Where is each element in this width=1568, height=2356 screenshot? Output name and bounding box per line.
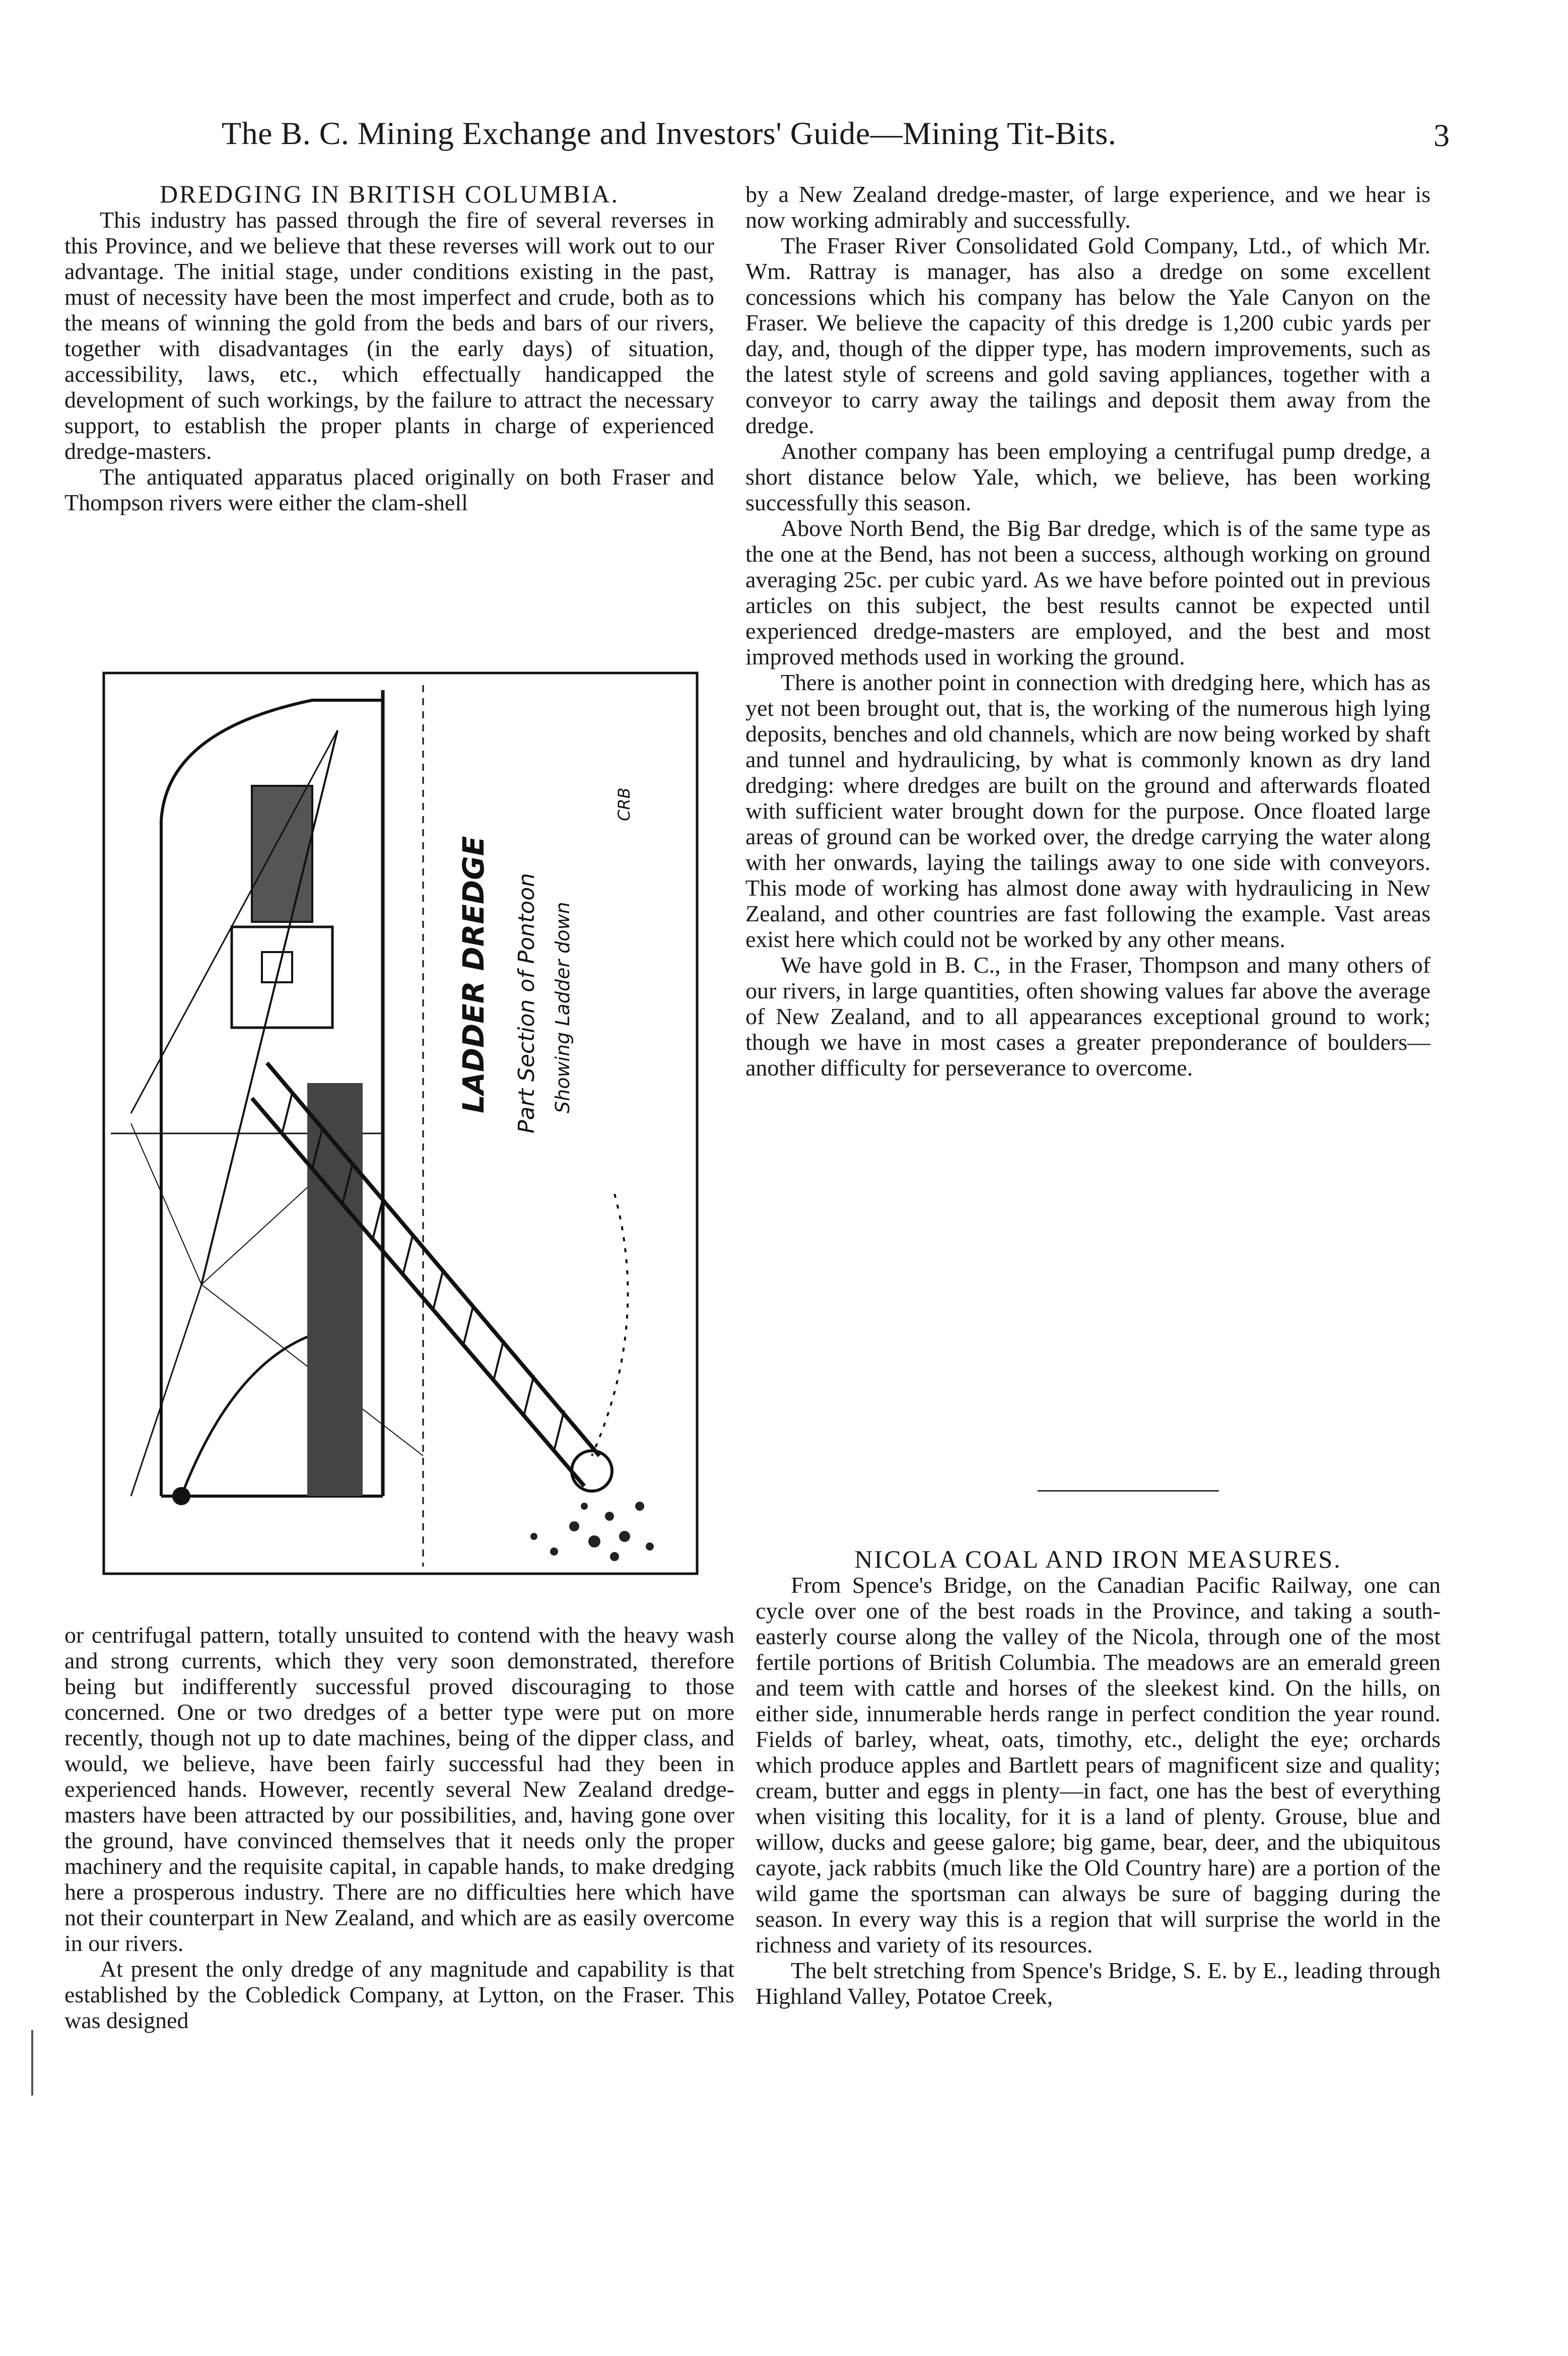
riverbed-gravel xyxy=(530,1502,654,1561)
paragraph: This industry has passed through the fire of several reverses in this Province, and we believe that these reverses will work out to our advantage. The initial stage, under conditions existing in the past, must of necessity have been the most imperfect and crude, both as to the means of winning the gold from the beds and bars of our rivers, together with disadvantages (in the early days) of situation, accessibility, laws, etc., which effectually handicapped the development of such workings, by the failure to attract the necessary support, to establish the proper plants in charge of experienced dredge-masters. xyxy=(64,207,714,464)
funnel xyxy=(252,786,312,922)
paragraph: There is another point in connection with dredging here, which has as yet not been brought out, that is, the working of the numerous high lying deposits, benches and old channels, which are now being worked by shaft and tunnel and hydraulicing, by what is commonly known as dry land dredging: where dredges are built on the ground and afterwards floated with sufficient water brought down for the purpose. Once floated large areas of ground can be worked over, the dredge carrying the water along with her onwards, laying the tailings away to one side with conveyors. This mode of working has almost done away with hydraulicing in New Zealand, and other countries are fast following the example. Vast areas exist here which could not be worked by any other means. xyxy=(745,669,1430,952)
margin-mark xyxy=(31,2030,33,2096)
paragraph: From Spence's Bridge, on the Canadian Pacific Railway, one can cycle over one of the best roads in the Province, and taking a south-easterly course along the valley of the Nicola, through one of the most fertile portions of British Columbia. The meadows are an emerald green and teem with cattle and horses of the sleekest kind. On the hills, on either side, innumerable herds range in perfect condition the year round. Fields of barley, wheat, oats, timothy, etc., delight the eye; orchards which produce apples and Bartlett pears of magnificent size and quality; cream, butter and eggs in plenty—in fact, one has the best of everything when visiting this locality, for it is a land of plenty. Grouse, blue and willow, ducks and geese galore; big game, bear, deer, and the ubiquitous cayote, jack rabbits (much like the Old Country hare) are a portion of the wild game the sportsman can always be sure of bagging during the season. In every way this is a region that will surprise the world in the richness and variety of its resources. xyxy=(756,1572,1441,1958)
ladder-bottom-chord xyxy=(252,1098,584,1486)
left-column-top xyxy=(64,181,714,515)
right-column-top xyxy=(745,181,1430,1081)
paragraph: by a New Zealand dredge-master, of large experience, and we hear is now working admirably and successfully. xyxy=(745,181,1430,233)
running-head: The B. C. Mining Exchange and Investors' Guide—Mining Tit-Bits. xyxy=(222,115,1117,151)
right-column-bottom xyxy=(756,1546,1441,2009)
paragraph: or centrifugal pattern, totally unsuited to contend with the heavy wash and strong currents, which they very soon demonstrated, therefore being but indifferently successful proved discouraging to those concerned. One or two dredges of a better type were put on more recently, though not up to date machines, being of the dipper class, and would, we believe, have been fairly successful had they been in experienced hands. However, recently several New Zealand dredge-masters have been attracted by our possibilities, and, having gone over the ground, have convinced themselves that it needs only the proper machinery and the requisite capital, in capable hands, to make dredging here a prosperous industry. There are no difficulties here which have not their counterpart in New Zealand, and which are as easily overcome in our rivers. xyxy=(64,1622,734,1956)
paragraph: At present the only dredge of any magnitude and capability is that established by the Cobledick Company, at Lytton, on the Fraser. This was designed xyxy=(64,1956,734,2033)
section-divider xyxy=(1038,1490,1219,1492)
paragraph: The Fraser River Consolidated Gold Company, Ltd., of which Mr. Wm. Rattray is manager, has also a dredge on some excellent concessions which his company has below the Yale Canyon on the Fraser. We believe the capacity of this dredge is 1,200 cubic yards per day, and, though of the dipper type, has modern improvements, such as the latest style of screens and gold saving appliances, together with a conveyor to carry away the tailings and deposit them away from the dredge. xyxy=(745,233,1430,438)
ladder-dredge-drawing xyxy=(101,670,700,1577)
paragraph: The belt stretching from Spence's Bridge, S. E. by E., leading through Highland Valley, Potatoe Creek, xyxy=(756,1958,1441,2009)
figure-title: LADDER DREDGE xyxy=(456,836,491,1113)
paragraph: We have gold in B. C., in the Fraser, Thompson and many others of our rivers, in large quantities, often showing values far above the average of New Zealand, and to all appearances exceptional ground to work; though we have in most cases a greater preponderance of boulders—another difficulty for perseverance to overcome. xyxy=(745,952,1430,1081)
crane-boom xyxy=(181,1335,312,1496)
tumbler xyxy=(572,1451,612,1491)
dig-arc xyxy=(592,1194,628,1456)
paragraph: Another company has been employing a centrifugal pump dredge, a short distance below Yale, which, we believe, has been working successfully this season. xyxy=(745,438,1430,515)
figure-caption-1: Part Section of Pontoon xyxy=(514,873,539,1133)
paragraph: Above North Bend, the Big Bar dredge, which is of the same type as the one at the Bend, has not been a success, although working on ground averaging 25c. per cubic yard. As we have before pointed out in previous articles on this subject, the best results cannot be expected until experienced dredge-masters are employed, and the best and most improved methods used in working the ground. xyxy=(745,515,1430,669)
article-title-dredging: DREDGING IN BRITISH COLUMBIA. xyxy=(160,180,619,208)
page-number: 3 xyxy=(1434,117,1450,153)
article-title-nicola: NICOLA COAL AND IRON MEASURES. xyxy=(854,1545,1342,1573)
left-column-bottom xyxy=(64,1622,734,2033)
paragraph: The antiquated apparatus placed originally on both Fraser and Thompson rivers were either the clam-shell xyxy=(64,464,714,515)
engine-house xyxy=(232,927,332,1028)
figure-caption-2: Showing Ladder down xyxy=(552,902,574,1113)
ladder-dredge-figure xyxy=(101,670,700,1577)
figure-initials: CRB xyxy=(615,787,634,821)
